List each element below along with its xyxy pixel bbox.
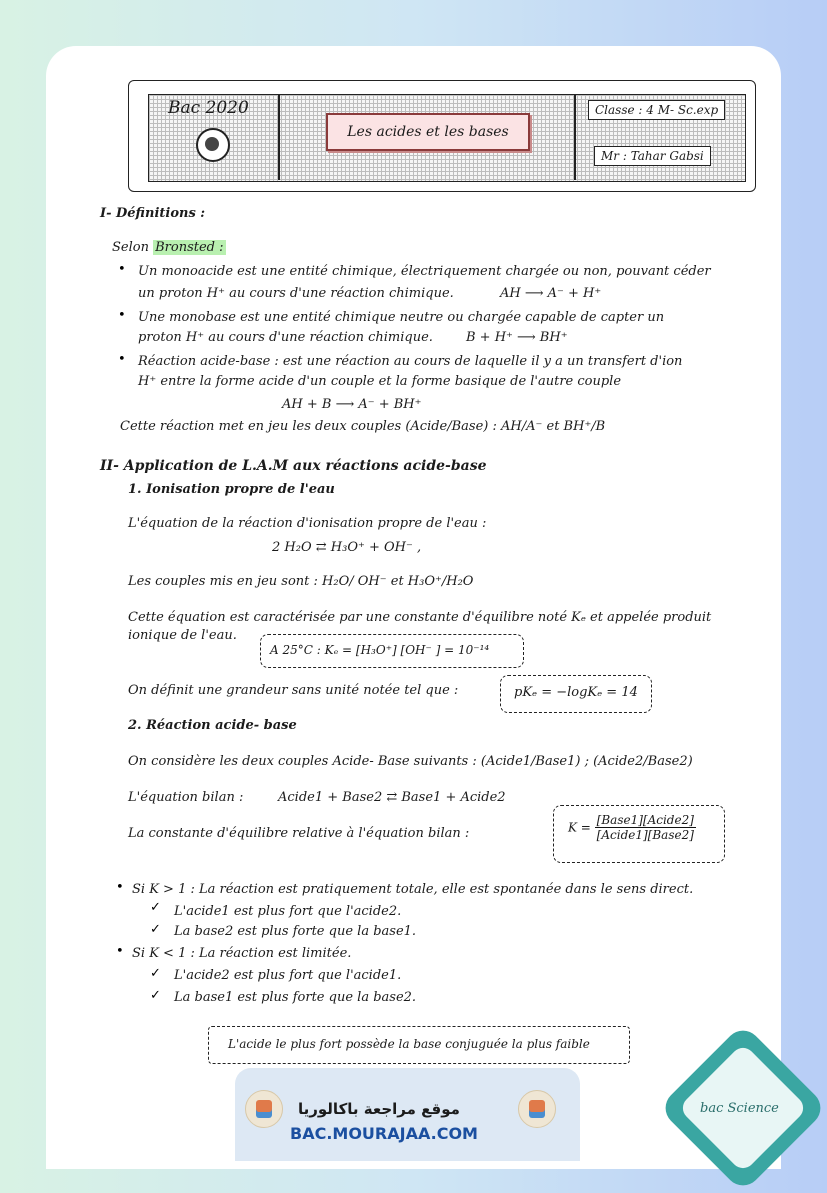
case-condition: Si K < 1 : La réaction est limitée.: [132, 946, 352, 961]
teacher-label: Mr : Tahar Gabsi: [594, 146, 711, 166]
ionisation-intro: L'équation de la réaction d'ionisation propre de l'eau :: [128, 516, 487, 531]
case-item: L'acide1 est plus fort que l'acide2.: [174, 904, 402, 919]
bullet-icon: •: [118, 352, 126, 367]
footer-arabic: موقع مراجعة باكالوريا: [298, 1100, 460, 1118]
bac-science-label: bac Science: [700, 1101, 779, 1116]
water-couples: Les couples mis en jeu sont : H₂O/ OH⁻ et H₃O⁺/H₂O: [128, 574, 474, 589]
site-logo-icon: [245, 1090, 283, 1128]
water-equation: 2 H₂O ⇄ H₃O⁺ + OH⁻ ,: [272, 540, 422, 555]
section-2-heading: II- Application de L.A.M aux réactions acide-base: [100, 458, 487, 474]
acid-equation: AH ⟶ A⁻ + H⁺: [500, 286, 602, 301]
definition-line: proton H⁺ au cours d'une réaction chimique.: [138, 330, 433, 345]
k-fraction: [595, 813, 696, 842]
ke-description: ionique de l'eau.: [128, 628, 237, 643]
definition-line: Un monoacide est une entité chimique, électriquement chargée ou non, pouvant céder: [138, 264, 711, 279]
pke-formula: pKₑ = −logKₑ = 14: [514, 685, 638, 700]
bac-label: Bac 2020: [168, 98, 249, 118]
bullet-icon: •: [118, 262, 126, 277]
couples-line: Cette réaction met en jeu les deux couples (Acide/Base) : AH/A⁻ et BH⁺/B: [120, 419, 606, 434]
base-equation: B + H⁺ ⟶ BH⁺: [466, 330, 568, 345]
bullet-icon: •: [118, 308, 126, 323]
ke-description: Cette équation est caractérisée par une constante d'équilibre noté Kₑ et appelée produit: [128, 610, 712, 625]
page-title: Les acides et les bases: [326, 113, 530, 151]
reaction-equation: AH + B ⟶ A⁻ + BH⁺: [282, 397, 422, 412]
case-condition: Si K > 1 : La réaction est pratiquement totale, elle est spontanée dans le sens direct.: [132, 882, 694, 897]
k-denominator: [Acide1][Base2]: [596, 828, 694, 842]
bronsted-highlight: Bronsted :: [155, 240, 224, 255]
ke-formula: A 25°C : Kₑ = [H₃O⁺] [OH⁻ ] = 10⁻¹⁴: [270, 643, 490, 657]
bilan-equation: Acide1 + Base2 ⇄ Base1 + Acide2: [278, 790, 506, 805]
bilan-label: L'équation bilan :: [128, 790, 244, 805]
check-icon: ✓: [150, 988, 161, 1003]
header-divider: [574, 94, 576, 180]
pke-intro: On définit une grandeur sans unité notée tel que :: [128, 683, 459, 698]
check-icon: ✓: [150, 900, 161, 915]
subsection-2-heading: 2. Réaction acide- base: [128, 718, 297, 733]
check-icon: ✓: [150, 922, 161, 937]
header-divider: [278, 94, 280, 180]
site-logo-icon: [518, 1090, 556, 1128]
bronsted-intro: Selon Bronsted :: [112, 240, 224, 255]
k-intro: La constante d'équilibre relative à l'équation bilan :: [128, 826, 470, 841]
bullet-icon: •: [116, 944, 124, 959]
definition-line: H⁺ entre la forme acide d'un couple et la forme basique de l'autre couple: [138, 374, 622, 389]
bullet-icon: •: [116, 880, 124, 895]
conclusion-text: L'acide le plus fort possède la base conjuguée la plus faible: [228, 1037, 590, 1051]
case-item: La base2 est plus forte que la base1.: [174, 924, 417, 939]
definition-line: Réaction acide-base : est une réaction au cours de laquelle il y a un transfert d'ion: [138, 354, 683, 369]
definition-line: un proton H⁺ au cours d'une réaction chimique.: [138, 286, 454, 301]
couples-consideration: On considère les deux couples Acide- Base suivants : (Acide1/Base1) ; (Acide2/Base2): [128, 754, 693, 769]
case-item: L'acide2 est plus fort que l'acide1.: [174, 968, 402, 983]
section-1-heading: I- Définitions :: [100, 206, 206, 221]
check-icon: ✓: [150, 966, 161, 981]
school-logo-icon: [196, 128, 230, 162]
case-item: La base1 est plus forte que la base2.: [174, 990, 417, 1005]
definition-line: Une monobase est une entité chimique neutre ou chargée capable de capter un: [138, 310, 665, 325]
class-label: Classe : 4 M- Sc.exp: [588, 100, 725, 120]
k-formula: K = $\frac{\text{[Base1][Acide2]}}{\text{[Acide1][Base2]}}$: [568, 813, 694, 842]
subsection-1-heading: 1. Ionisation propre de l'eau: [128, 482, 335, 497]
k-numerator: [Base1][Acide2]: [596, 813, 694, 827]
footer-site-link[interactable]: BAC.MOURAJAA.COM: [290, 1124, 478, 1143]
